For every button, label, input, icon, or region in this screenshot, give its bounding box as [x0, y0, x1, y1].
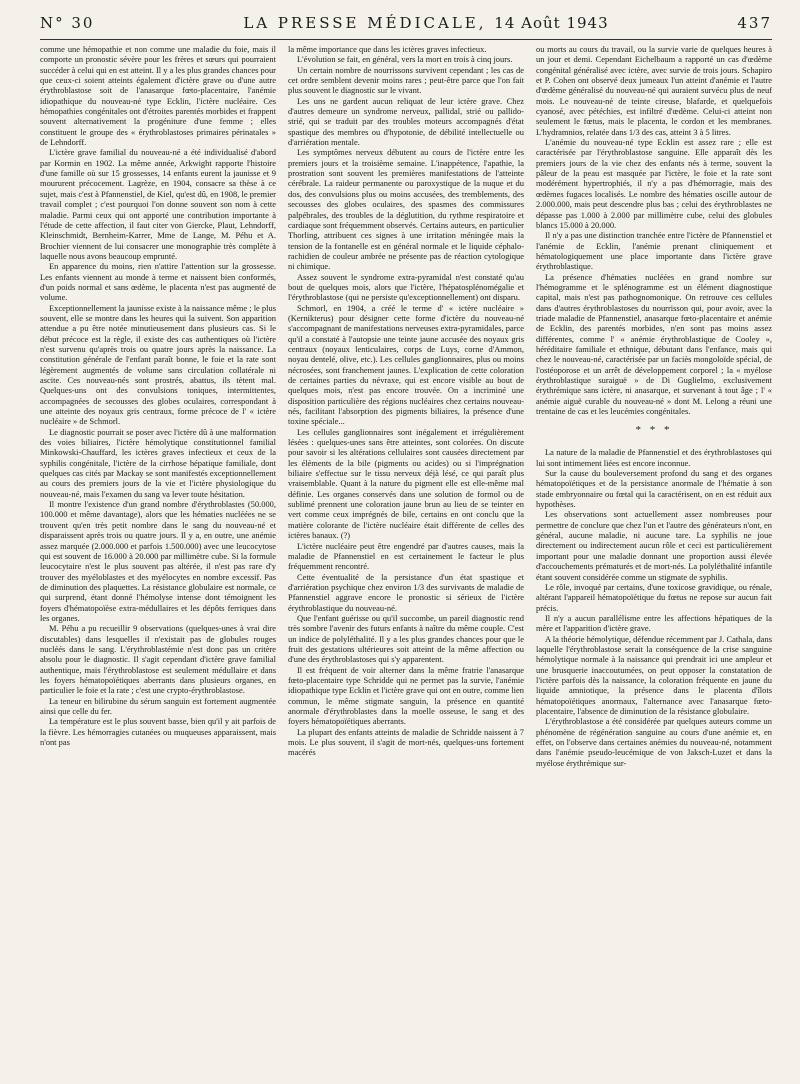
paragraph: comme une hémopathie et non comme une maladie du foie, mais il comporte un pronostic sévère pour les frères et sœurs qui pourraient succéder à celui qui en est atteint. Il y a les plus grandes chances pour que ceux-ci soient atteints également d'ictère grave ou d'une autre érythroblastose soit de l'anasarque fœto-placentaire, l'anémie idiopathique du nouveau-né type Ecklin, l'ictère nucléaire. Ces hémopathies congénitales ont d'étroites parentés morbides et frappent souvent alternativement la progéniture d'une femme ; elles constituent le groupe des « érythroblastoses primaires périnatales » de Lehndorff.	[40, 44, 276, 148]
column-right	[536, 44, 772, 1084]
paragraph: Le rôle, invoqué par certains, d'une toxicose gravidique, ou rénale, altérant l'appareil hématopoïétique du fœtus ne repose sur aucun fait précis.	[536, 581, 772, 613]
paragraph: Il n'y a aucun parallélisme entre les affections hépatiques de la mère et l'apparition d'ictère grave.	[536, 612, 772, 634]
issue-number: N° 30	[40, 14, 95, 32]
paragraph: La teneur en bilirubine du sérum sanguin est fortement augmentée ainsi que celle du fer.	[40, 695, 276, 716]
paragraph: Les observations sont actuellement assez nombreuses pour permettre de conclure que chez l'un et l'autre des générateurs n'ont, en général, aucune maladie, ni aucune tare. La syphilis ne joue directement ou indirectement aucun rôle et ceci est particulièrement important pour une maladie donnant une proportion aussi élevée d'accouchements prématurés et de mort-nés. La polyléthalité infantile étant souvent considérée comme un stigmate de syphilis.	[536, 509, 772, 582]
paragraph: Que l'enfant guérisse ou qu'il succombe, un pareil diagnostic rend très sombre l'avenir des futurs enfants à naître du même couple. C'est un indice de polyléthalité. Il y a les plus grandes chances pour que le fruit des gestations ultérieures soit atteint de la même affection ou d'une des érythroblastoses qui s'y apparentent.	[288, 612, 524, 665]
paragraph: M. Péhu a pu recueillir 9 observations (quelques-unes à vrai dire discutables) dans lesquelles il n'existait pas de globules rouges nucléés dans le sang. L'érythroblastémie n'est donc pas un critère absolu pour le diagnostic. Il s'agit cependant d'ictère grave familial authentique, mais l'érythroblastose est seulement médullaire et dans les foyers hématopoïétiques aberrants dans plusieurs organes, en particulier le foie et la rate ; c'est une crypto-érythroblastose.	[40, 623, 276, 696]
paragraph: L'évolution se fait, en général, vers la mort en trois à cinq jours.	[297, 54, 513, 65]
paragraph: Schmorl, en 1904, a créé le terme d' « ictère nucléaire » (Kernikterus) pour désigner cette forme d'ictère du nouveau-né s'accompagnant de manifestations nerveuses extra-pyramidales, parce qu'il a constaté à l'autopsie une teinte jaune accusée des noyaux gris centraux (noyaux lenticulaires, corps de Luys, corne d'Ammon, noyau dentelé, olive, etc.). Les cellules ganglionnaires, plus ou moins nécrosées, sont franchement jaunes. L'explication de cette coloration de certaines parties du névraxe, qui est encore visible au bout de quelques mois, n'est pas encore trouvée. On a incriminé une disposition particulière des régions nucléaires chez certains nouveau-nés, facilitant l'absorption des pigments biliaires, la présence d'une toxine spéciale...	[288, 302, 524, 427]
paragraph: Sur la cause du bouleversement profond du sang et des organes hématopoïétiques et de la persistance anormale de l'hématie à son stade embryonnaire ou fœtal qui la caractérisent, on en est réduit aux hypothèses.	[536, 468, 772, 510]
paragraph: Assez souvent le syndrome extra-pyramidal n'est constaté qu'au bout de quelques mois, alors que l'ictère, l'hépatosplénomégalie et l'érythroblastose (qui ne persiste qu'exceptionnellement) ont disparu.	[288, 271, 524, 303]
paragraph: Il montre l'existence d'un grand nombre d'érythroblastes (50.000, 100.000 et même davantage), alors que les hématies nucléées ne se trouvent qu'en très petit nombre dans le sang du nouveau-né et disparaissent après trois ou quatre jours. Il y a, en outre, une anémie assez marquée (2.000.000 et parfois 1.500.000) avec une leucocytose qui est souvent de 16.000 à 20.000 par millimètre cube. Si la formule leucocytaire n'est le plus souvent pas altérée, il n'est pas rare d'y trouver des myéloblastes et des myélocytes en nombre excessif. Pas de diminution des plaquettes. La résistance globulaire est normale, ce qui surprend, étant donné l'hémolyse intense dont témoignent les foyers d'hématopoïèse extra-médullaires et les dépôts ferriques dans les organes.	[40, 499, 276, 623]
page-number: 437	[737, 14, 772, 32]
paragraph: ou morts au cours du travail, ou la survie varie de quelques heures à un jour et demi. Cependant Eichelbaum a rapporté un cas d'œdème congénital généralisé avec ictère, avec survie de trois jours. Schapiro et P. Cohen ont observé deux jumeaux l'un atteint d'anémie et l'autre d'œdème généralisé du nouveau-né qui auraient survécu plus de neuf mois. Le nouveau-né de teinte cireuse, blafarde, et quelquefois cyanosé, avec pétéchies, est infiltré d'œdème. Celui-ci atteint non seulement le fœtus, mais le placenta, le cordon et les membranes. L'hydramnios, relatée dans 1/3 des cas, atteint 3 à 5 litres.	[536, 44, 772, 137]
paragraph: Les cellules ganglionnaires sont inégalement et irrégulièrement lésées : quelques-unes sans être atteintes, sont colorées. On discute pour savoir si les altérations cellulaires sont causées directement par les éléments de la bile (pigments ou acides) ou si l'imprégnation biliaire s'effectue sur le tissu nerveux déjà lésé, ce qui paraît plus vraisemblable. Quant à la nature du pigment elle est elle-même mal définie. Les organes conservés dans une solution de formol ou de sublimé prennent une coloration jaune brun au lieu de se teinter en vert comme ceux imprégnés de bile, certains en ont conclu que la matière colorante de l'ictère nucléaire était différente de celles des ictères banaux. (?)	[288, 426, 524, 541]
paragraph: Il est fréquent de voir alterner dans la même fratrie l'anasarque fœto-placentaire type Schridde qui ne permet pas la survie, l'anémie idiopathique type Ecklin et l'ictère grave qui ont en outre, comme lien commun, le même stigmate sanguin, la présence en quantité anormale d'érythroblastes dans la moelle osseuse, le sang et des foyers hématopoïétiques aberrants.	[288, 664, 524, 727]
paragraph: la même importance que dans les ictères graves infectieux.	[288, 44, 487, 54]
column-middle	[288, 44, 524, 1084]
paragraph: Exceptionnellement la jaunisse existe à la naissance même ; le plus souvent, elle se montre dans les heures qui la suivent. Son apparition attendue a pu être notée minutieusement dans plusieurs cas. Si le début précoce est la règle, il existe des cas authentiques où l'ictère n'est survenu qu'après trois ou quatre jours après la naissance. La constitution générale de l'enfant paraît bonne, le foie et la rate sont légèrement augmentés de volume sans circulation collatérale ni ascite. Ces nouveau-nés sont prostrés, abattus, ils tètent mal. Quelques-uns ont des convulsions toniques, intermittentes, accompagnées de secousses des globes oculaires, correspondant à une atteinte des noyaux gris centraux, forme précoce de l' « ictère nucléaire » de Schmorl.	[40, 302, 276, 427]
paragraph: La plupart des enfants atteints de maladie de Schridde naissent à 7 mois. Le plus souvent, il s'agit de mort-nés, quelques-uns fortement macérés	[288, 726, 524, 758]
paragraph: En apparence du moins, rien n'attire l'attention sur la grossesse. Les enfants viennent au monde à terme et naissent bien conformés, d'un poids normal et sans œdème, le placenta n'est pas augmenté de volume.	[40, 261, 276, 303]
paragraph: A la théorie hémolytique, défendue récemment par J. Cathala, dans laquelle l'érythroblastose serait la conséquence de la crise sanguine hémolytique normale à la naissance qui prendrait ici une ampleur et une brusquerie inaccoutumées, on peut opposer la constatation de l'ictère parfois dès la naissance, la coloration fréquente en jaune du liquide amniotique, la présence dans le placenta d'îlots hématopoïétiques anormaux, l'alternance avec l'anasarque fœto-placentaire, l'absence de diminution de la résistance globulaire.	[536, 633, 772, 716]
paragraph: L'ictère nucléaire peut être engendré par d'autres causes, mais la maladie de Pfannenstiel en est certainement le facteur le plus fréquemment rencontré.	[288, 540, 524, 572]
section-separator: * * *	[635, 424, 673, 437]
paragraph: Les symptômes nerveux débutent au cours de l'ictère entre les premiers jours et la troisième semaine. L'inappétence, l'apathie, la prostration sont souvent les premières manifestations de l'atteinte cérébrale. La raideur permanente ou paroxystique de la nuque et du dos, des convulsions plus ou moins accusées, des tremblements, des secousses des globes oculaires, des spasmes des commissures palpébrales, des troubles de la déglutition, du rythme respiratoire et cardiaque sont fréquemment observés. Certains auteurs, en particulier Thorling, attribuent ces signes à une irritation méningée mais la tension de la fontanelle est en général normale et le liquide céphalo-rachidien de couleur ambrée ne présente pas de réaction cytologique ni chimique.	[288, 147, 524, 272]
column-left	[40, 44, 276, 1084]
text-columns	[40, 44, 772, 1084]
paragraph: L'anémie du nouveau-né type Ecklin est assez rare ; elle est caractérisée par l'érythroblastose sanguine. Elle apparaît dès les premiers jours de la vie chez des enfants nés à terme, souvent la pâleur de la peau est masquée par l'ictère, le foie et la rate sont modérément hypertrophiés, il n'y a pas d'hémorragie, mais des œdèmes fugaces localisés. Le nombre des hématies oscille autour de 2.000.000, mais peut descendre plus bas ; celui des érythroblastes ne dépasse pas 1.000 à 2.000 par millimètre cube, celui des globules blancs 15.000 à 20.000.	[536, 137, 772, 230]
journal-title	[160, 14, 692, 32]
paragraph: Le diagnostic pourrait se poser avec l'ictère dû à une malformation des voies biliaires, l'ictère hémolytique constitutionnel familial Minkowski-Chauffard, les ictères graves infectieux et ceux de la syphilis congénitale, l'ictère de la cirrhose hépatique familiale, dont quelques cas cités par Mackay se sont manifestés exceptionnellement au cours des premiers jours de la vie et l'ictère physiologique du nouveau-né, mais l'examen du sang va lever toute hésitation.	[40, 426, 276, 499]
paragraph: Les uns ne gardent aucun reliquat de leur ictère grave. Chez d'autres demeure un syndrome nerveux, pallidal, strié ou pallido-strié, qui se traduit par des troubles moteurs accompagnés d'état spastique des membres ou d'hypotonie, de débilité intellectuelle ou d'arriération mentale.	[288, 95, 524, 148]
paragraph: Il n'y a pas une distinction tranchée entre l'ictère de Pfannenstiel et l'anémie de Ecklin, l'anémie prenant cliniquement et hématologiquement une place importante dans l'ictère grave érythroblastique.	[536, 230, 772, 272]
paragraph: La nature de la maladie de Pfannenstiel et des érythroblastoses qui lui sont intimement liées est encore inconnue.	[536, 447, 772, 468]
issue-date: 14 Août 1943	[494, 14, 609, 32]
paragraph: L'ictère grave familial du nouveau-né a été individualisé d'abord par Kormin en 1902. La même année, Arkwight rapporte l'histoire d'une famille où sur 15 grossesses, 14 enfants eurent la jaunisse et 9 moururent précocement. Lagrèze, en 1904, consacre sa thèse à ce sujet, mais c'est à Pfannenstiel, de Kiel, qu'est dû, en 1908, le premier travail complet ; c'est pourquoi l'on donne souvent son nom à cette maladie. Parmi ceux qui ont apporté une contribution importante à l'étude de cette affection, il faut citer von Giercke, Plaut, Lehndorff, Kleinschmidt, Bernheim-Karrer, Mme de Lange, M. Péhu et A. Brochier viennent de lui consacrer une monographie très complète à laquelle nous avons beaucoup emprunté.	[40, 147, 276, 261]
paragraph: L'érythroblastose a été considérée par quelques auteurs comme un phénomène de régénération sanguine au cours d'une anémie et, en effet, on l'observe dans certaines anémies du nouveau-né, notamment dans l'anémie pseudo-leucémique de von Jaksch-Luzet et dans la myélose érythrémique sur-	[536, 716, 772, 768]
paragraph: La présence d'hématies nucléées en grand nombre sur l'hémogramme et le splénogramme est un élément diagnostique capital, mais n'est pas pathognomonique. On retrouve ces cellules dans d'autres érythroblastoses du nourrisson qui, pour avoir, avec la triade maladie de Pfannenstiel, anasarque fœto-placentaire et anémie de Ecklin, des parentés morbides, n'en sont pas moins assez différentes, comme l' « anémie érythroblastique de Cooley », héréditaire familiale et ethnique, débutant dans l'enfance, mais qui chez le nouveau-né, caractérisée par un faciès mongoloïde spécial, de l'ostéoporose et un arrêt de développement corporel ; la « myélose érythroblastique suraiguë » de Di Guglielmo, exclusivement érythrémique sans ictère, ni anasarque, et survenant à tout âge ; l' « anémie aiguë curable du nouveau-né » dont M. Lelong a réuni une trentaine de cas et les leucémies congénitales.	[536, 271, 772, 417]
paragraph: Cette éventualité de la persistance d'un état spastique et d'arriération psychique chez environ 1/3 des survivants de maladie de Pfannenstiel aggrave encore le pronostic si sérieux de l'ictère érythroblastique du nouveau-né.	[288, 571, 524, 613]
paragraph: Un certain nombre de nourrissons survivent cependant ; les cas de cet ordre semblent devenir moins rares ; peut-être parce que l'on fait plus souvent le diagnostic sur le vivant.	[288, 64, 524, 96]
journal-name: LA PRESSE MÉDICALE,	[243, 14, 487, 32]
running-header	[40, 14, 772, 40]
paragraph: La température est le plus souvent basse, bien qu'il y ait parfois de la fièvre. Les hémorragies cutanées ou muqueuses apparaissent, mais n'ont pas	[40, 716, 276, 748]
